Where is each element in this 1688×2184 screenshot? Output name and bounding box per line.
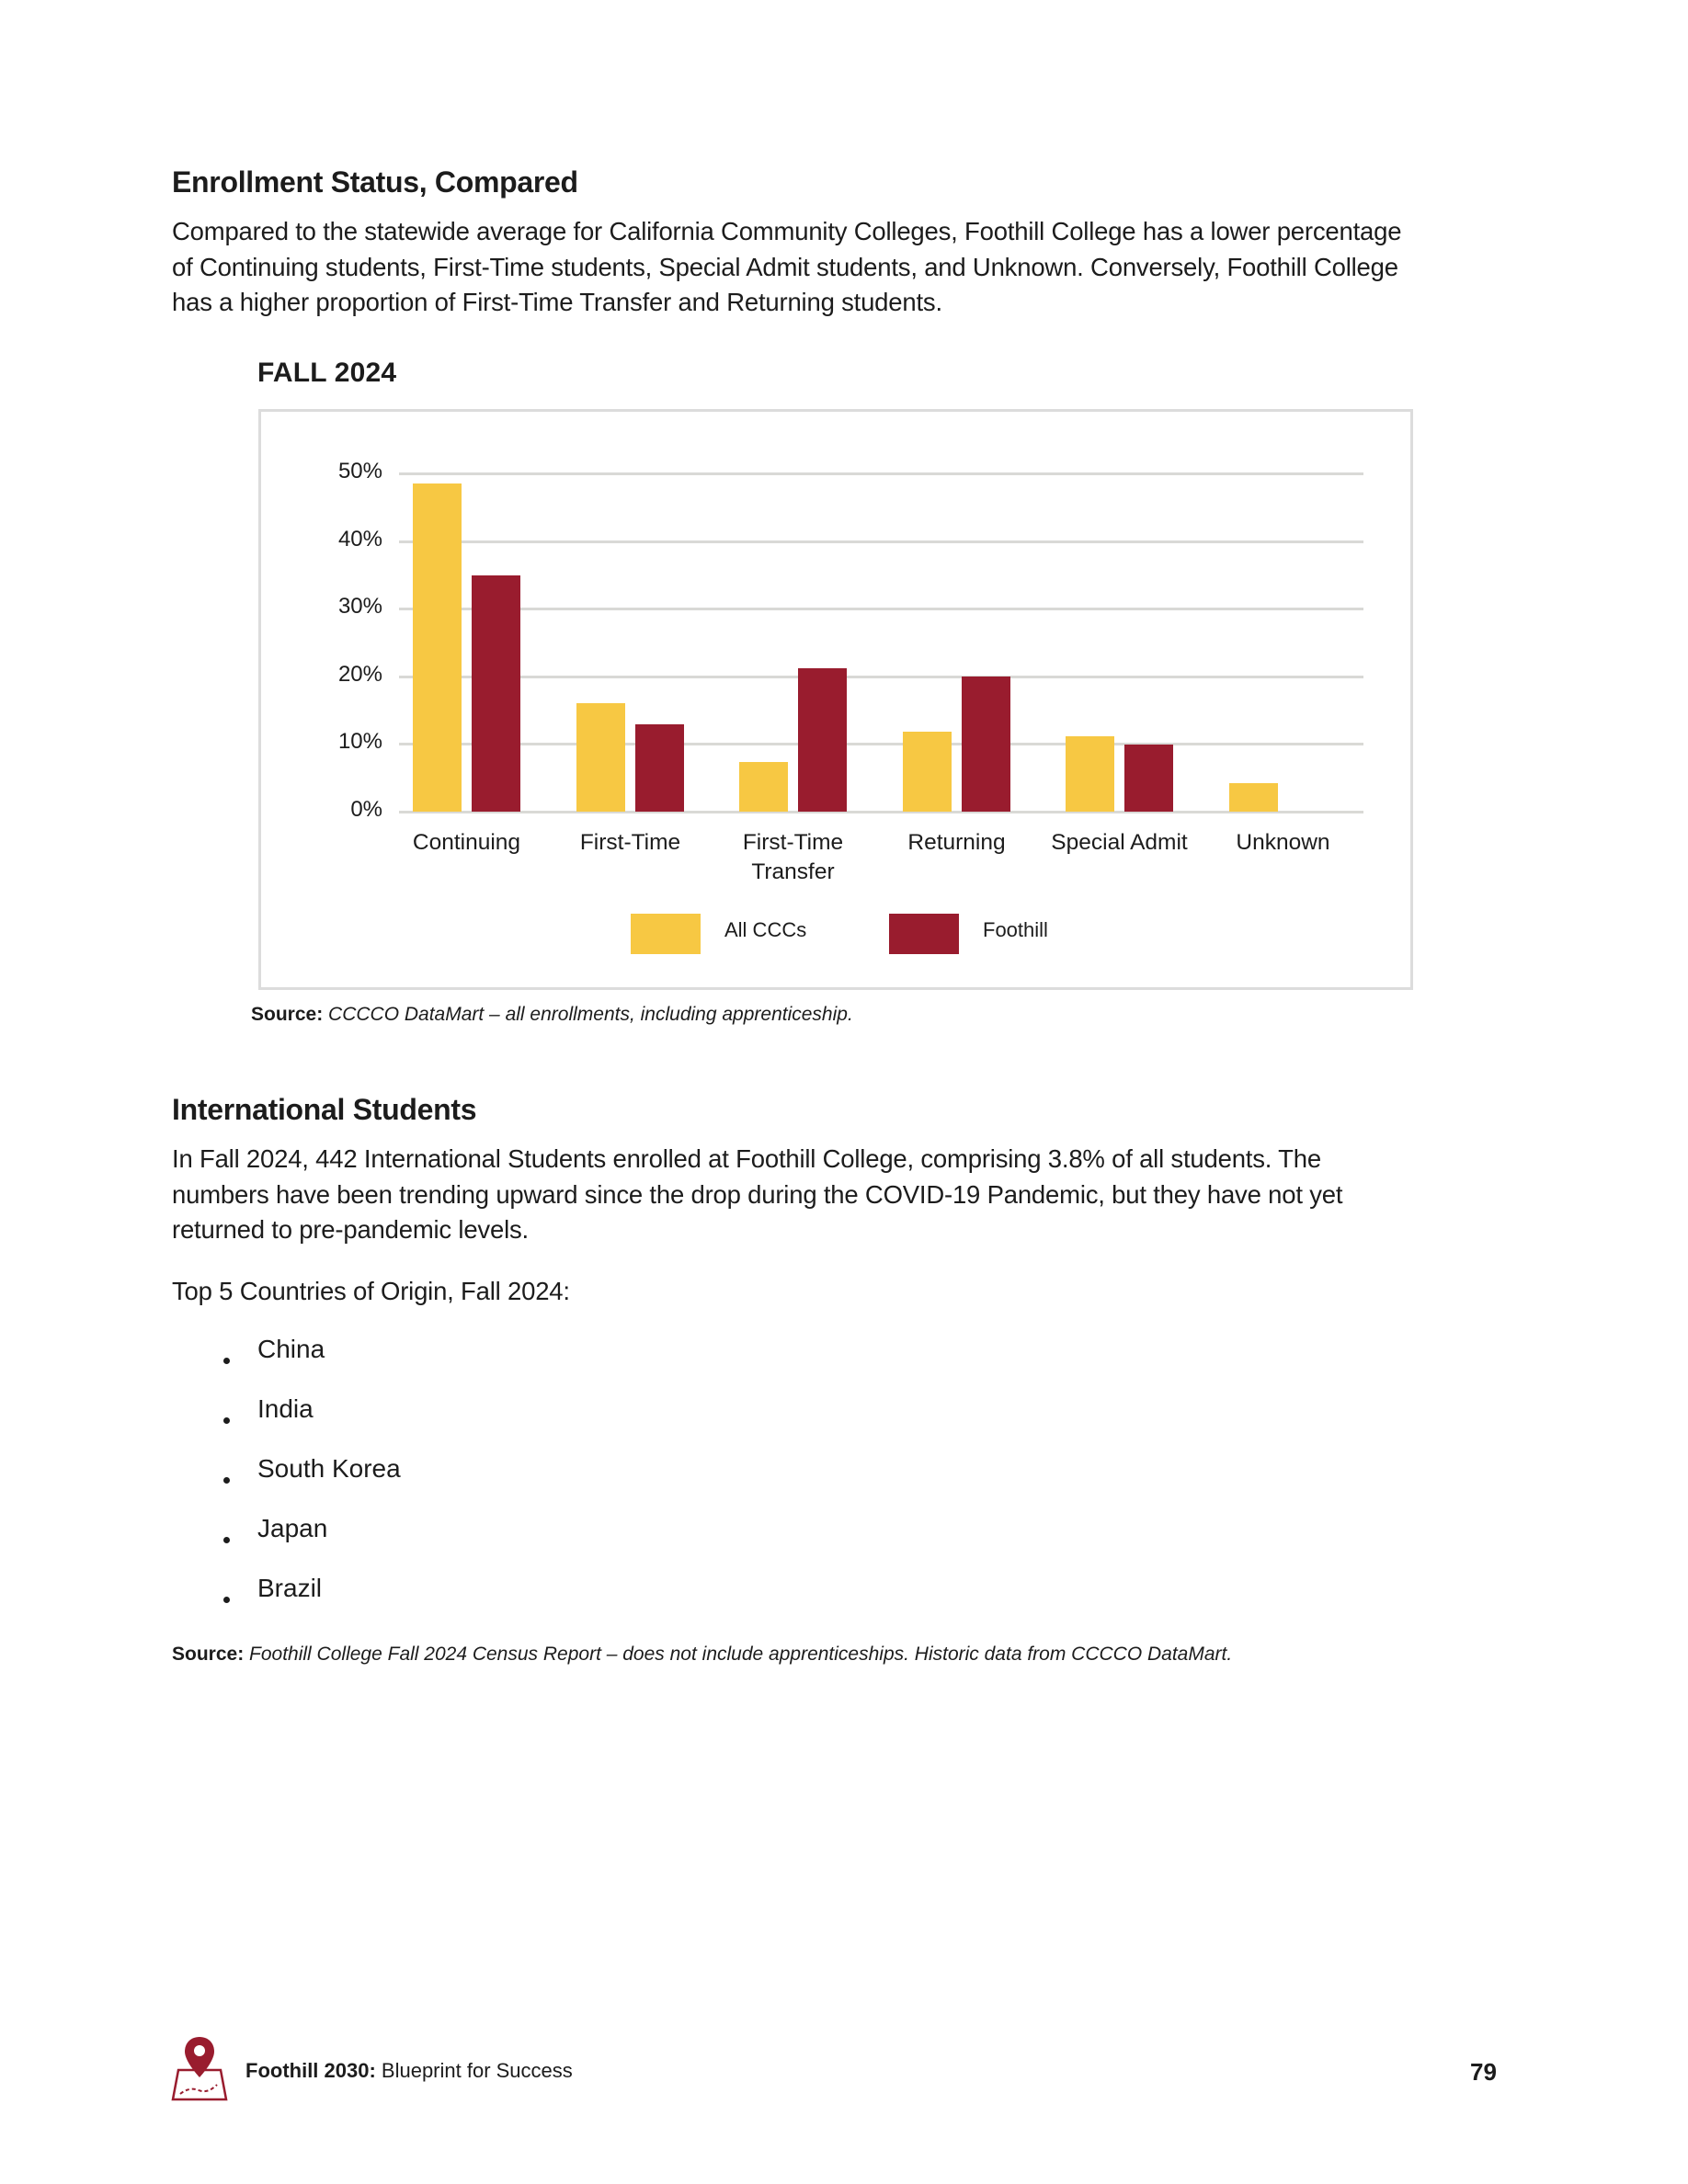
bullet-icon	[223, 1417, 230, 1424]
bar-foothill-first-time-transfer	[798, 668, 847, 812]
y-axis-tick-label: 10%	[337, 729, 382, 755]
source-text: Foothill College Fall 2024 Census Report – does not include apprenticeships. Historic data from CCCCO DataMart.	[249, 1644, 1233, 1665]
bullet-icon	[223, 1537, 230, 1543]
x-axis-category-label: Unknown	[1236, 830, 1330, 855]
legend-label: Foothill	[983, 918, 1048, 941]
source-label: Source:	[172, 1644, 245, 1665]
footer-title-bold: Foothill 2030:	[245, 2059, 376, 2082]
legend-swatch	[889, 914, 959, 954]
paragraph-line: numbers have been trending upward since the drop during the COVID-19 Pandemic, but they have not yet	[172, 1179, 1343, 1209]
chart-container	[258, 409, 1413, 990]
bullet-icon	[223, 1477, 230, 1484]
x-axis-category-label: Returning	[907, 830, 1006, 855]
x-axis-category-label: First-Time Transfer	[742, 830, 844, 884]
x-axis-category-label: Special Admit	[1051, 830, 1188, 855]
enrollment-status-paragraph	[172, 214, 1514, 321]
section-heading-international-students: International Students	[172, 1093, 477, 1126]
bar-all-cccs-special-admit	[1066, 736, 1114, 812]
bullet-icon	[223, 1358, 230, 1364]
legend-swatch	[631, 914, 701, 954]
chart-source-note	[251, 1004, 853, 1026]
bar-foothill-returning	[962, 677, 1010, 812]
bar-foothill-continuing	[472, 575, 520, 812]
paragraph-line: In Fall 2024, 442 International Students enrolled at Foothill College, comprising 3.8% of all students. The	[172, 1144, 1321, 1173]
international-source-note	[172, 1644, 1232, 1666]
x-axis-category-label: Continuing	[412, 830, 521, 855]
bar-all-cccs-first-time	[576, 703, 625, 812]
gridline	[399, 608, 1363, 610]
source-label: Source:	[251, 1004, 324, 1025]
list-item-text: South Korea	[257, 1454, 401, 1483]
gridline	[399, 472, 1363, 475]
y-axis-tick-label: 40%	[337, 526, 382, 552]
chart-title: FALL 2024	[257, 358, 397, 388]
paragraph-line: has a higher proportion of First-Time Transfer and Returning students.	[172, 288, 942, 316]
x-axis-category-label: First-Time	[579, 830, 681, 855]
countries-list-intro: Top 5 Countries of Origin, Fall 2024:	[172, 1277, 570, 1305]
bar-all-cccs-unknown	[1229, 783, 1278, 812]
list-item-text: Brazil	[257, 1574, 323, 1602]
bar-all-cccs-returning	[903, 732, 952, 812]
bar-all-cccs-first-time-transfer	[739, 762, 788, 812]
gridline	[399, 811, 1363, 813]
paragraph-line: of Continuing students, First-Time students, Special Admit students, and Unknown. Conversely, Foothill College	[172, 252, 1398, 281]
y-axis-tick-label: 20%	[337, 661, 382, 687]
map-pin-icon	[171, 2033, 228, 2103]
bar-foothill-first-time	[635, 724, 684, 812]
bullet-icon	[223, 1597, 230, 1603]
bar-foothill-special-admit	[1124, 745, 1173, 812]
paragraph-line: Compared to the statewide average for California Community Colleges, Foothill College has a lower percentage	[172, 217, 1402, 245]
bar-all-cccs-continuing	[413, 483, 462, 812]
y-axis-tick-label: 30%	[337, 594, 382, 620]
gridline	[399, 676, 1363, 678]
list-item-text: Japan	[257, 1514, 328, 1542]
legend-label: All CCCs	[724, 918, 807, 941]
gridline	[399, 540, 1363, 543]
list-item-text: China	[257, 1335, 325, 1363]
gridline	[399, 743, 1363, 745]
paragraph-line: returned to pre-pandemic levels.	[172, 1215, 529, 1244]
page-number: 79	[1470, 2058, 1497, 2086]
source-text: CCCCO DataMart – all enrollments, including apprenticeship.	[328, 1004, 853, 1025]
y-axis-tick-label: 0%	[350, 797, 382, 822]
y-axis-tick-label: 50%	[337, 459, 382, 483]
list-item-text: India	[257, 1394, 314, 1423]
international-students-paragraph	[172, 1142, 1514, 1248]
footer-title	[245, 2059, 573, 2083]
section-heading-enrollment-status: Enrollment Status, Compared	[172, 165, 578, 199]
footer-title-rest: Blueprint for Success	[375, 2059, 573, 2082]
